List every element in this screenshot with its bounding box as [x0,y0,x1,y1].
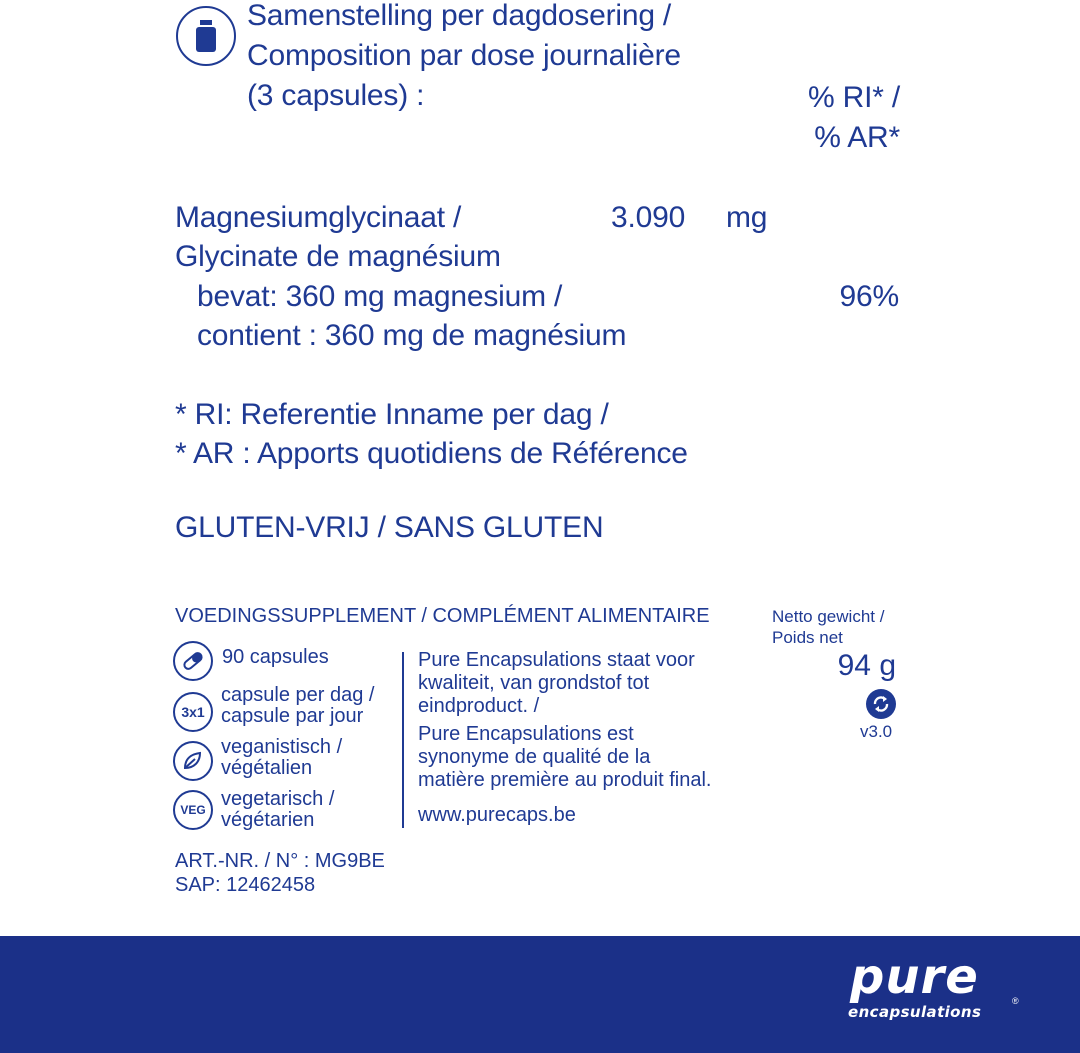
capsule-count-label: (3 capsules) : [247,79,425,112]
vertical-divider [402,652,404,828]
vegetarian-fr: végétarien [221,809,315,831]
footnote-ar: * AR : Apports quotidiens de Référence [175,437,688,470]
dose-icon-text: 3x1 [181,704,205,720]
net-weight-label-fr: Poids net [772,628,843,647]
dose-nl: capsule per dag / [221,684,375,706]
ingredient-name-nl: Magnesiumglycinaat / [175,201,462,234]
composition-title-nl: Samenstelling per dagdosering / [247,0,672,32]
veg-icon [173,790,213,830]
capsule-icon [173,641,213,681]
veg-icon-text: VEG [180,803,206,817]
gluten-free-label: GLUTEN-VRIJ / SANS GLUTEN [175,511,604,544]
leaves-icon [173,741,213,781]
ri-header: % RI* / [808,81,900,114]
supplement-label: VOEDINGSSUPPLEMENT / COMPLÉMENT ALIMENTAIRE [175,605,710,627]
vegan-nl: veganistisch / [221,736,343,758]
ingredient-unit: mg [726,201,768,234]
composition-title-fr: Composition par dose journalière [247,39,681,72]
quality-line-2: kwaliteit, van grondstof tot [418,672,650,694]
net-weight-value: 94 g [837,649,896,682]
ar-header: % AR* [814,121,900,154]
recycle-icon [866,689,896,719]
quality-line-3: eindproduct. / [418,695,540,717]
capsule-count: 90 capsules [222,646,329,668]
version-label: v3.0 [860,722,893,741]
vegetarian-nl: vegetarisch / [221,788,335,810]
sap-number: SAP: 12462458 [175,874,316,896]
contains-fr: contient : 360 mg de magnésium [197,319,627,352]
article-number: ART.-NR. / N° : MG9BE [175,850,385,872]
ingredient-amount: 3.090 [611,201,686,234]
dose-fr: capsule par jour [221,705,364,727]
vegan-fr: végétalien [221,757,313,779]
ingredient-name-fr: Glycinate de magnésium [175,240,501,273]
dose-icon [173,692,213,732]
bottle-icon [176,6,236,66]
quality-line-1: Pure Encapsulations staat voor [418,649,695,671]
contains-nl: bevat: 360 mg magnesium / [197,280,563,313]
quality-line-5: synonyme de qualité de la [418,746,651,768]
brand-logo-sub: encapsulations [848,1003,982,1021]
website-link[interactable]: www.purecaps.be [418,804,576,826]
brand-logo-word: pure [850,949,979,1005]
footnote-ri: * RI: Referentie Inname per dag / [175,398,609,431]
ri-percent: 96% [839,280,899,313]
net-weight-label-nl: Netto gewicht / [772,607,885,626]
quality-line-4: Pure Encapsulations est [418,723,634,745]
registered-mark: ® [1012,996,1019,1006]
quality-line-6: matière première au produit final. [418,769,712,791]
